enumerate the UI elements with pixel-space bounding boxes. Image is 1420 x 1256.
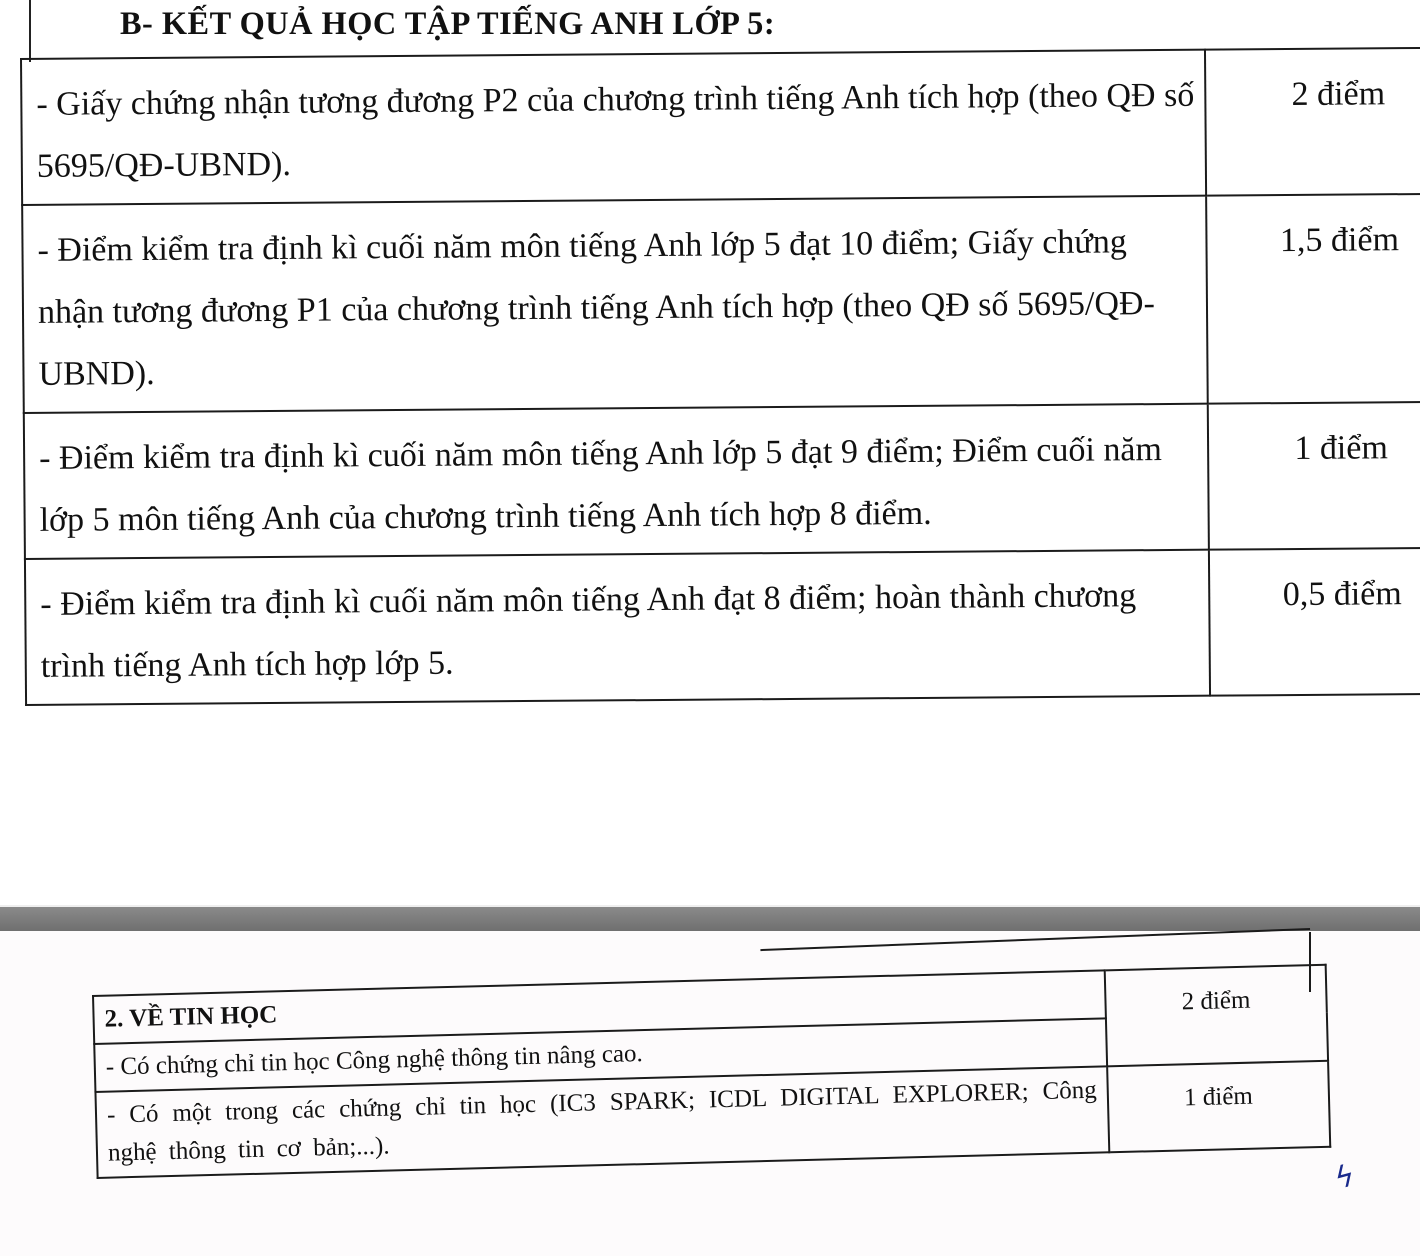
table-row [22, 194, 1420, 413]
criterion-cell: - Có một trong các chứng chỉ tin học (IC3 SPARK; ICDL DIGITAL EXPLORER; Công nghệ thông tin cơ bản;...). [95, 1066, 1109, 1178]
table-row [25, 548, 1420, 705]
criterion-cell: - Giấy chứng nhận tương đương P2 của chương trình tiếng Anh tích hợp (theo QĐ số 5695/QĐ-UBND). [21, 50, 1206, 205]
english-results-table [20, 47, 1420, 706]
points-cell: 1 điểm [1107, 1061, 1330, 1153]
handwritten-signature-mark: ϟ [1330, 1158, 1359, 1197]
criterion-cell: - Điểm kiểm tra định kì cuối năm môn tiếng Anh lớp 5 đạt 10 điểm; Giấy chứng nhận tương đương P1 của chương trình tiếng Anh tích hợp (theo QĐ số 5695/QĐ-UBND). [22, 196, 1208, 413]
table-row [24, 402, 1420, 559]
it-section [92, 964, 1331, 1179]
points-cell: 1 điểm [1208, 402, 1420, 550]
it-results-table [92, 964, 1331, 1179]
criterion-cell: - Điểm kiểm tra định kì cuối năm môn tiếng Anh đạt 8 điểm; hoàn thành chương trình tiếng Anh tích hợp lớp 5. [25, 550, 1210, 705]
section-title: B- KẾT QUẢ HỌC TẬP TIẾNG ANH LỚP 5: [120, 6, 776, 42]
section-heading: 2. VỀ TIN HỌC [93, 970, 1106, 1044]
points-cell: 0,5 điểm [1209, 548, 1420, 696]
table-row [21, 48, 1420, 205]
points-cell: 2 điểm [1105, 965, 1328, 1067]
points-cell: 2 điểm [1205, 48, 1420, 196]
criterion-cell: - Điểm kiểm tra định kì cuối năm môn tiếng Anh lớp 5 đạt 9 điểm; Điểm cuối năm lớp 5 môn tiếng Anh của chương trình tiếng Anh tích hợp 8 điểm. [24, 404, 1209, 559]
criterion-cell: - Có chứng chỉ tin học Công nghệ thông tin nâng cao. [94, 1018, 1107, 1092]
points-cell: 1,5 điểm [1206, 194, 1420, 404]
margin-line [29, 0, 31, 62]
